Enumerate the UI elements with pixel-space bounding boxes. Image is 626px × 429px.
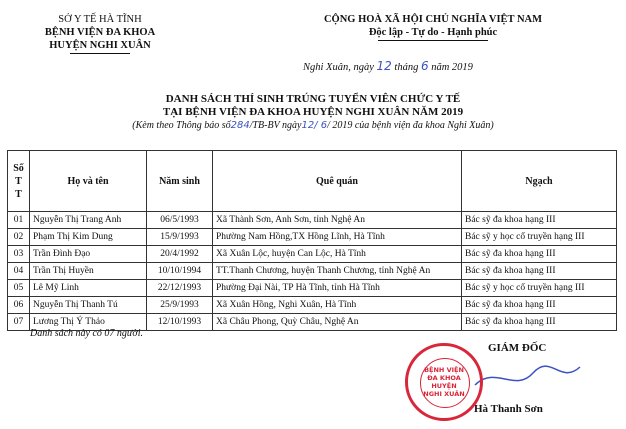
cell-stt: 03 [8,246,30,263]
subtitle-suffix: / 2019 của bệnh viện đa khoa Nghi Xuân) [327,120,494,131]
stamp-line4: NGHI XUÂN [423,390,465,398]
cell-stt: 06 [8,297,30,314]
table-header-row [8,151,617,212]
table-row [8,212,617,229]
cell-name: Lương Thị Ý Thảo [30,314,147,331]
table-row [8,246,617,263]
header-stt: Số T T [8,151,30,212]
cell-stt: 02 [8,229,30,246]
cell-birth: 10/10/1994 [147,263,213,280]
stamp-line2: ĐA KHOA [427,374,461,382]
hospital-name-line1: BỆNH VIỆN ĐA KHOA [44,27,156,38]
header-rank: Ngạch [462,151,617,212]
cell-name: Nguyễn Thị Trang Anh [30,212,147,229]
cell-name: Trần Đình Đạo [30,246,147,263]
header-hometown: Quê quán [213,151,462,212]
title-line2: TẠI BỆNH VIỆN ĐA KHOA HUYỆN NGHI XUÂN NĂM 2019 [162,106,464,118]
subtitle-prefix: (Kèm theo Thông báo số [132,120,231,131]
table-row [8,263,617,280]
cell-hometown: Xã Xuân Hồng, Nghi Xuân, Hà Tĩnh [213,297,462,314]
table-row [8,297,617,314]
title-line1: DANH SÁCH THÍ SINH TRÚNG TUYỂN VIÊN CHỨC Y TẾ [165,93,461,105]
cell-hometown: Phường Đại Nài, TP Hà Tĩnh, tỉnh Hà Tĩnh [213,280,462,297]
cell-name: Lê Mỹ Linh [30,280,147,297]
cell-rank: Bác sỹ đa khoa hạng III [462,297,617,314]
official-stamp [405,343,483,421]
motto-underline [378,40,488,41]
cell-hometown: TT.Thanh Chương, huyện Thanh Chương, tỉnh Nghệ An [213,263,462,280]
date-month-label: tháng [394,62,419,73]
candidates-table [7,150,617,331]
title-subtitle [0,119,626,132]
cell-birth: 25/9/1993 [147,297,213,314]
header-birth: Năm sinh [147,151,213,212]
cell-hometown: Xã Thành Sơn, Anh Sơn, tỉnh Nghệ An [213,212,462,229]
cell-name: Phạm Thị Kim Dung [30,229,147,246]
stamp-line1: BỆNH VIỆN [424,366,464,374]
date-place: Nghi Xuân, ngày [303,62,374,73]
cell-rank: Bác sỹ đa khoa hạng III [462,246,617,263]
cell-stt: 07 [8,314,30,331]
signature-stroke [475,366,580,385]
cell-birth: 15/9/1993 [147,229,213,246]
header-left-underline [70,53,130,54]
stamp-text [408,366,480,398]
header-name: Họ và tên [30,151,147,212]
stamp-line3: HUYỆN [431,382,457,390]
cell-rank: Bác sỹ đa khoa hạng III [462,212,617,229]
cell-birth: 22/12/1993 [147,280,213,297]
hospital-name-line2: HUYỆN NGHI XUÂN [49,40,151,51]
director-title: GIÁM ĐỐC [488,342,547,354]
table-row [8,280,617,297]
cell-rank: Bác sỹ đa khoa hạng III [462,263,617,280]
notice-date: 12/ 6 [301,120,328,131]
date-month: 6 [420,59,429,73]
date-day: 12 [376,59,392,73]
date-line [303,59,473,73]
footer-note: Danh sách này có 07 người. [30,328,143,339]
header-left [20,13,180,54]
ministry-name: SỞ Y TẾ HÀ TĨNH [58,14,142,25]
cell-hometown: Xã Xuân Lộc, huyện Can Lộc, Hà Tĩnh [213,246,462,263]
cell-birth: 06/5/1993 [147,212,213,229]
cell-hometown: Xã Châu Phong, Quỳ Châu, Nghệ An [213,314,462,331]
date-year: năm 2019 [431,62,473,73]
subtitle-mid: /TB-BV ngày [249,120,302,131]
cell-stt: 05 [8,280,30,297]
cell-hometown: Phường Nam Hồng,TX Hồng Lĩnh, Hà Tĩnh [213,229,462,246]
document-title [0,93,626,132]
header-right [268,13,598,41]
cell-stt: 01 [8,212,30,229]
nation-name: CỘNG HOÀ XÃ HỘI CHỦ NGHĨA VIỆT NAM [323,14,543,25]
cell-rank: Bác sỹ y học cổ truyền hạng III [462,229,617,246]
table-row [8,229,617,246]
notice-number: 284 [230,120,250,131]
motto: Độc lập - Tự do - Hạnh phúc [368,27,498,38]
signer-name: Hà Thanh Sơn [474,403,543,415]
cell-rank: Bác sỹ y học cổ truyền hạng III [462,280,617,297]
cell-name: Trần Thị Huyền [30,263,147,280]
cell-birth: 12/10/1993 [147,314,213,331]
cell-birth: 20/4/1992 [147,246,213,263]
cell-name: Nguyễn Thị Thanh Tú [30,297,147,314]
cell-rank: Bác sỹ đa khoa hạng III [462,314,617,331]
cell-stt: 04 [8,263,30,280]
